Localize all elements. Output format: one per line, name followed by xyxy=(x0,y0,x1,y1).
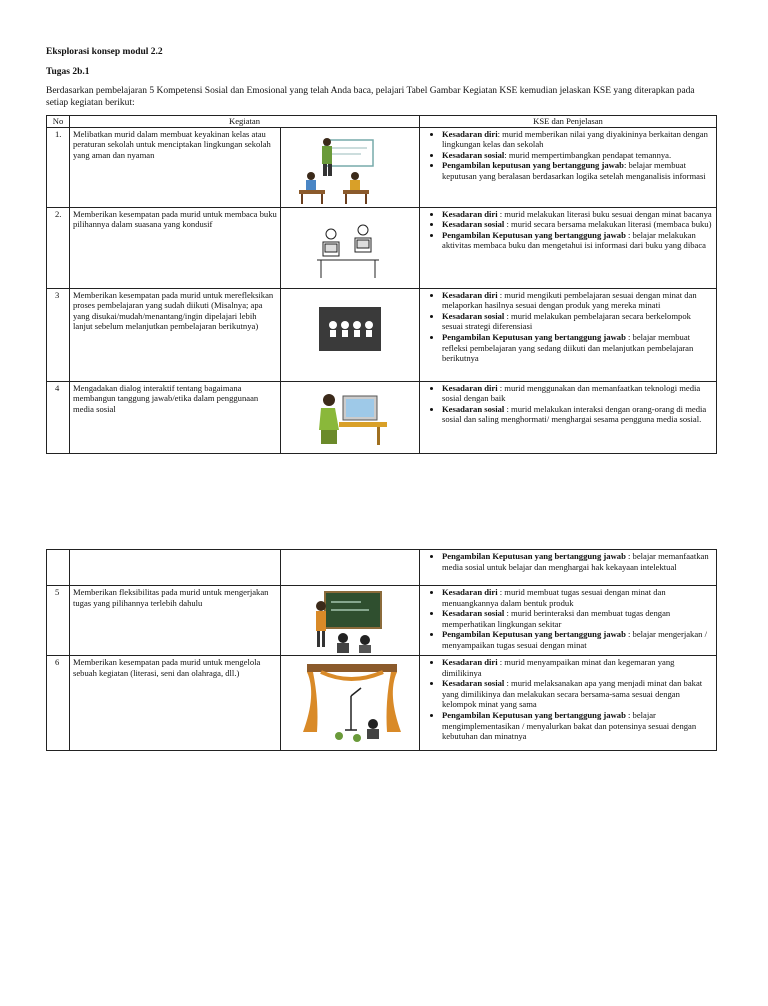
activity-text: Memberikan kesempatan pada murid untuk membaca buku pilihannya dalam suasana yang kondusif xyxy=(70,207,281,288)
kse-item: • Kesadaran sosial: murid mempertimbangkan pendapat temannya. xyxy=(442,150,713,161)
reflection-board-icon xyxy=(281,289,420,380)
document-heading: Eksplorasi konsep modul 2.2 xyxy=(46,47,163,57)
classroom-teacher-icon xyxy=(281,128,420,206)
row-number: 5 xyxy=(47,586,70,656)
kse-item: • Kesadaran sosial : murid melaksanakan apa yang menjadi minat dan bakat yang dimilikinya dan melakukan secara bersama-sama sesuai dengan kelompok minat yang sama xyxy=(442,678,713,710)
activity-text: Memberikan kesempatan pada murid untuk mengelola sebuah kegiatan (literasi, seni dan olahraga, dll.) xyxy=(70,656,281,751)
activity-text xyxy=(70,550,281,586)
kse-cell xyxy=(420,288,717,381)
kse-item: • Pengambilan Keputusan yang bertanggung jawab : belajar membuat refleksi pembelajaran yang sedang diikuti dan melanjutkan pembelajaran berikutnya xyxy=(442,332,713,364)
kse-item: • Pengambilan Keputusan yang bertanggung jawab : belajar mengimplementasikan / menyalurkan bakat dan potensinya sesuai dengan kebutuhan dan minatnya xyxy=(442,710,713,742)
kse-cell xyxy=(420,586,717,656)
activity-image-cell xyxy=(281,288,420,381)
task-title: Tugas 2b.1 xyxy=(46,67,90,77)
kse-item: • Pengambilan Keputusan yang bertanggung jawab : belajar mengerjakan / menyampaikan tugas sesuai dengan minat xyxy=(442,629,713,650)
kse-item: • Pengambilan keputusan yang bertanggung jawab: belajar membuat keputusan yang beralasan berdasarkan logika setelah menganalisis informasi xyxy=(442,160,713,181)
kse-item: • Kesadaran diri : murid menggunakan dan memanfaatkan teknologi media sosial dengan baik xyxy=(442,383,713,404)
kse-item: • Kesadaran sosial : murid secara bersama melakukan literasi (membaca buku) xyxy=(442,219,713,230)
kse-cell xyxy=(420,127,717,207)
kse-item: • Kesadaran diri: murid memberikan nilai yang diyakininya berkaitan dengan lingkungan kelas dan sekolah xyxy=(442,129,713,150)
kse-table-page-1 xyxy=(46,115,717,454)
activity-image-cell xyxy=(281,586,420,656)
stage-performance-icon xyxy=(281,656,420,749)
activity-text: Memberikan kesempatan pada murid untuk merefleksikan proses pembelajaran yang sudah diikuti (Misalnya; apa yang disukai/mudah/menantang/ingin dipelajari lebih lanjut sebelum melanjutkan pembelajaran berikutnya) xyxy=(70,288,281,381)
kse-item: • Kesadaran diri : murid menyampaikan minat dan kegemaran yang dimilikinya xyxy=(442,657,713,678)
table-row xyxy=(47,656,717,751)
kse-cell xyxy=(420,550,717,586)
row-number: 4 xyxy=(47,381,70,453)
row-number: 6 xyxy=(47,656,70,751)
header-kegiatan: Kegiatan xyxy=(70,116,420,128)
kse-item: • Kesadaran sosial : murid berinteraksi dan membuat tugas dengan memperhatikan lingkungan sekitar xyxy=(442,608,713,629)
activity-text: Melibatkan murid dalam membuat keyakinan kelas atau peraturan sekolah untuk menciptakan lingkungan sekolah yang aman dan nyaman xyxy=(70,127,281,207)
table-row xyxy=(47,550,717,586)
kse-table-page-2 xyxy=(46,549,717,751)
row-number: 1. xyxy=(47,127,70,207)
table-row xyxy=(47,381,717,453)
kse-cell xyxy=(420,207,717,288)
table-row xyxy=(47,127,717,207)
kse-cell xyxy=(420,381,717,453)
activity-image-cell xyxy=(281,656,420,751)
table-row xyxy=(47,207,717,288)
table-row xyxy=(47,288,717,381)
kse-item: • Kesadaran diri : murid melakukan literasi buku sesuai dengan minat bacanya xyxy=(442,209,713,220)
kse-cell xyxy=(420,656,717,751)
kse-item: • Pengambilan Keputusan yang bertanggung jawab : belajar memanfaatkan media sosial untuk belajar dan menghargai hak kekayaan intelektual xyxy=(442,551,713,572)
computer-user-icon xyxy=(281,382,420,452)
activity-image-cell xyxy=(281,381,420,453)
row-number: 2. xyxy=(47,207,70,288)
kse-item: • Pengambilan Keputusan yang bertanggung jawab : belajar melakukan aktivitas membaca buku dan mengetahui isi informasi dari buku yang dibaca xyxy=(442,230,713,251)
table-header-row xyxy=(47,116,717,128)
kse-item: • Kesadaran sosial : murid melakukan interaksi dengan orang-orang di media sosial dan saling menghormati/ menghargai sesama pengguna media sosial. xyxy=(442,404,713,425)
activity-image-cell xyxy=(281,550,420,586)
students-reading-icon xyxy=(281,208,420,287)
activity-text: Mengadakan dialog interaktif tentang bagaimana membangun tanggung jawab/etika dalam penggunaan media sosial xyxy=(70,381,281,453)
header-no: No xyxy=(47,116,70,128)
teacher-presenting-icon xyxy=(281,586,420,654)
row-number xyxy=(47,550,70,586)
row-number: 3 xyxy=(47,288,70,381)
kse-item: • Kesadaran diri : murid membuat tugas sesuai dengan minat dan menuangkannya dalam bentuk produk xyxy=(442,587,713,608)
header-kse: KSE dan Penjelasan xyxy=(420,116,717,128)
kse-item: • Kesadaran sosial : murid melakukan pembelajaran secara berkelompok sesuai strategi diferensiasi xyxy=(442,311,713,332)
activity-text: Memberikan fleksibilitas pada murid untuk mengerjakan tugas yang pilihannya terlebih dahulu xyxy=(70,586,281,656)
instruction-text: Berdasarkan pembelajaran 5 Kompetensi Sosial dan Emosional yang telah Anda baca, pelajari Tabel Gambar Kegiatan KSE kemudian jelaskan KSE yang diterapkan pada setiap kegiatan berikut: xyxy=(46,86,695,108)
table-row xyxy=(47,586,717,656)
activity-image-cell xyxy=(281,127,420,207)
kse-item: • Kesadaran diri : murid mengikuti pembelajaran sesuai dengan minat dan melaporkan hasilnya sesuai dengan produk yang mereka minati xyxy=(442,290,713,311)
activity-image-cell xyxy=(281,207,420,288)
